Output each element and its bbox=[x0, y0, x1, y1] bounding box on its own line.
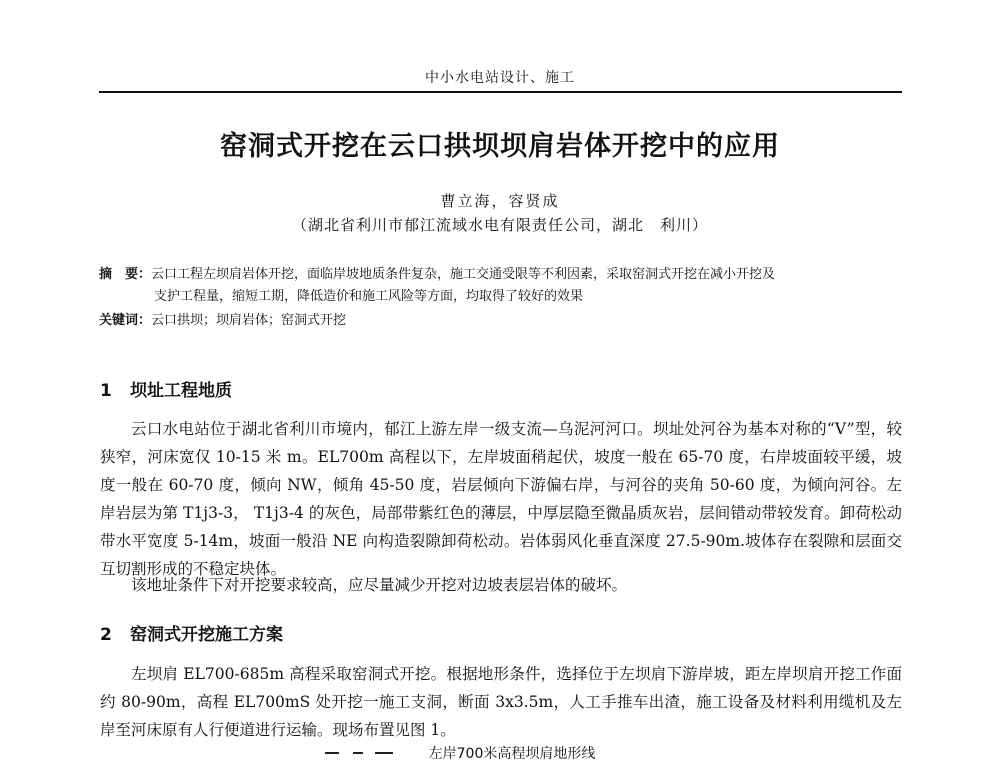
keywords bbox=[99, 310, 901, 332]
section-1-paragraph-1: 云口水电站位于湖北省利川市境内，郁江上游左岸一级支流—乌泥河河口。坝址处河谷为基本对称的“V”型，较狭窄，河床宽仅 10-15 米 m。EL700m 高程以下，左岸坡面稍起伏，坡度一般在 65-70 度，右岸坡面较平缓，坡度一般在 60-70 度，倾向 NW，倾角 45-50 度，岩层倾向下游偏右岸，与河谷的夹角 50-60 度，为倾向河谷。左岸岩层为第 T1j3-3， T1j3-4 的灰色，局部带紫红色的薄层，中厚层隐至微晶质灰岩，层间错动带较发育。卸荷松动带水平宽度 5-14m，坡面一般沿 NE 向构造裂隙卸荷松动。岩体弱风化垂直深度 27.5-90m.坡体存在裂隙和层面交互切割形成的不稳定块体。 bbox=[100, 420, 902, 578]
article-title: 窑洞式开挖在云口拱坝坝肩岩体开挖中的应用 bbox=[220, 131, 780, 162]
article-authors: 曹立海，容贤成 bbox=[440, 192, 560, 210]
header-rule bbox=[99, 91, 902, 93]
keywords-text: 云口拱坝；坝肩岩体；窑洞式开挖 bbox=[151, 313, 347, 328]
abstract-text-line-2: 支护工程量，缩短工期，降低造价和施工风险等方面，均取得了较好的效果 bbox=[154, 289, 584, 304]
figure-line-fragments bbox=[305, 752, 415, 760]
running-header: 中小水电站设计、施工 bbox=[425, 70, 575, 86]
figure-caption: 左岸700米高程坝肩地形线 bbox=[428, 746, 596, 762]
figure-line-mark bbox=[375, 752, 393, 754]
keywords-label: 关键词： bbox=[99, 313, 152, 328]
section-2-heading bbox=[100, 620, 900, 645]
figure-line-mark bbox=[353, 752, 363, 754]
section-number: 1 bbox=[100, 381, 112, 401]
abstract bbox=[99, 264, 901, 308]
figure-line-mark bbox=[325, 752, 339, 754]
section-title: 坝址工程地质 bbox=[130, 381, 232, 401]
abstract-text-line-1: 云口工程左坝肩岩体开挖，面临岸坡地质条件复杂，施工交通受限等不利因素，采取窑洞式开挖在减小开挖及 bbox=[151, 267, 776, 282]
section-2-paragraph-1: 左坝肩 EL700-685m 高程采取窑洞式开挖。根据地形条件，选择位于左坝肩下游岸坡，距左岸坝肩开挖工作面约 80-90m，高程 EL700mS 处开挖一施工支洞，断面 3x3.5m，人工手推车出渣，施工设备及材料利用缆机及左岸至河床原有人行便道进行运输。现场布置见图 1。 bbox=[100, 665, 902, 739]
section-number: 2 bbox=[100, 625, 112, 645]
abstract-label: 摘 要： bbox=[99, 267, 152, 282]
section-title: 窑洞式开挖施工方案 bbox=[130, 625, 283, 645]
section-1-heading bbox=[100, 376, 900, 401]
article-affiliation: （湖北省利川市郁江流域水电有限责任公司，湖北 利川） bbox=[291, 216, 708, 234]
section-1-paragraph-2: 该地址条件下对开挖要求较高，应尽量减少开挖对边坡表层岩体的破坏。 bbox=[131, 576, 628, 594]
